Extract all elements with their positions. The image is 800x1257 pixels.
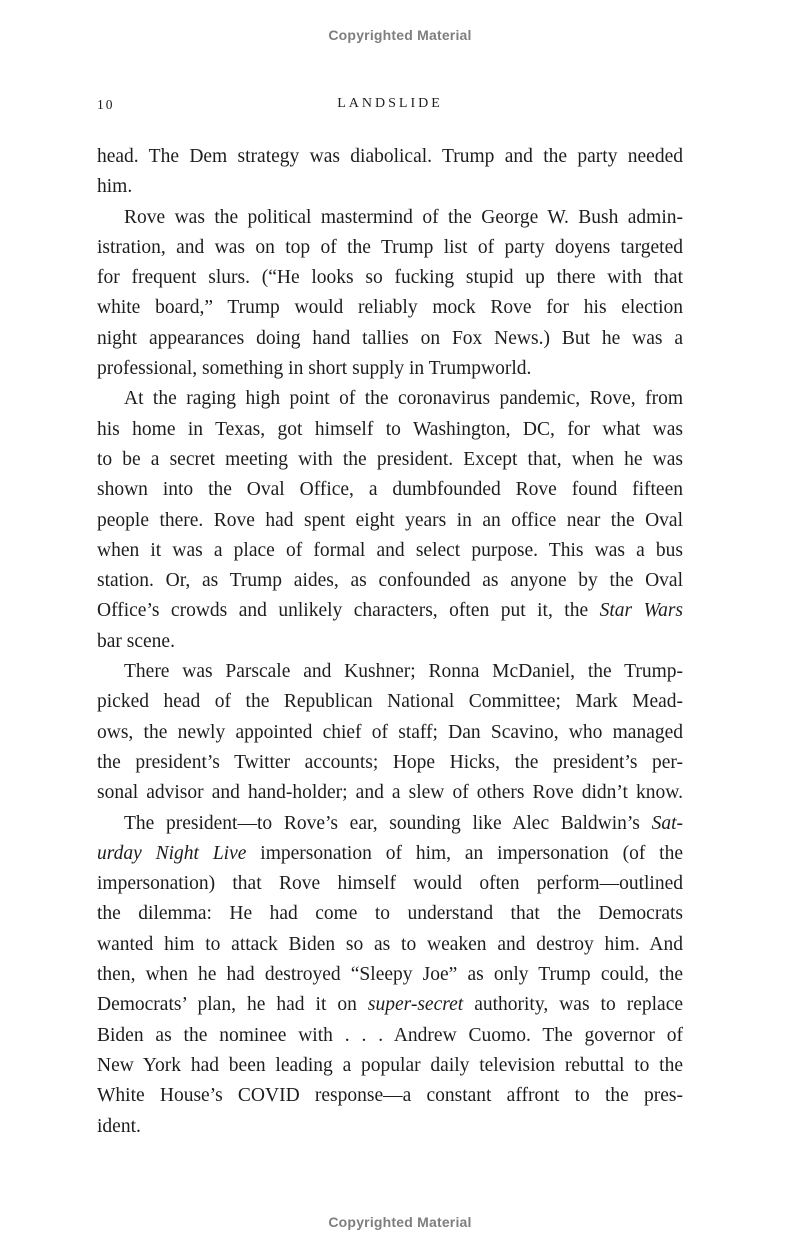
text-segment: white board,” Trump would reliably mock Rove for his election [97, 297, 683, 319]
page-number: 10 [97, 97, 115, 112]
paragraph [97, 809, 683, 1142]
paragraph [97, 657, 683, 808]
text-line [97, 445, 683, 475]
text-segment: night appearances doing hand tallies on Fox News.) But he was a [97, 327, 683, 349]
text-line [97, 172, 683, 202]
text-line [97, 384, 683, 414]
text-line [97, 354, 683, 384]
italic-text: super-secret [367, 994, 464, 1016]
text-line [97, 778, 683, 808]
text-line [97, 960, 683, 990]
text-segment: people there. Rove had spent eight years in an office near the Oval [97, 509, 683, 531]
text-segment: his home in Texas, got himself to Washington, DC, for what was [97, 418, 683, 440]
text-segment: Rove was the political mastermind of the George W. Bush admin- [124, 206, 683, 228]
paragraph [97, 142, 683, 203]
text-line [97, 1112, 683, 1142]
text-line [97, 657, 683, 687]
text-segment: bar scene. [97, 630, 175, 652]
text-segment: ident. [97, 1115, 141, 1137]
text-segment: for frequent slurs. (“He looks so fucking stupid up there with that [97, 267, 683, 289]
body-text [97, 142, 683, 1142]
text-segment: istration, and was on top of the Trump list of party doyens targeted [97, 236, 683, 258]
text-segment: There was Parscale and Kushner; Ronna McDaniel, the Trump- [124, 661, 683, 683]
text-segment: head. The Dem strategy was diabolical. Trump and the party needed [97, 146, 683, 167]
italic-text: Sat- [651, 812, 683, 834]
italic-text: Star Wars [599, 600, 683, 622]
text-segment: the dilemma: He had come to understand that the Democrats [97, 903, 683, 925]
text-line [97, 1021, 683, 1051]
text-line [97, 142, 683, 172]
text-segment: New York had been leading a popular daily television rebuttal to the [97, 1054, 683, 1076]
text-line [97, 839, 683, 869]
copyright-notice-top: Copyrighted Material [328, 27, 472, 43]
text-segment: when it was a place of formal and select purpose. This was a bus [97, 539, 683, 561]
text-line [97, 748, 683, 778]
text-line [97, 1051, 683, 1081]
text-line [97, 596, 683, 626]
paragraph [97, 384, 683, 657]
text-line [97, 203, 683, 233]
text-line [97, 233, 683, 263]
text-line [97, 718, 683, 748]
copyright-notice-bottom: Copyrighted Material [328, 1214, 472, 1230]
text-line [97, 899, 683, 929]
text-segment: impersonation of him, an impersonation (of the [246, 842, 684, 864]
text-segment: Democrats’ plan, he had it on [97, 994, 368, 1016]
text-segment: ows, the newly appointed chief of staff; Dan Scavino, who managed [97, 721, 683, 743]
text-line [97, 930, 683, 960]
text-line [97, 990, 683, 1020]
text-segment: shown into the Oval Office, a dumbfounded Rove found fifteen [97, 479, 683, 501]
text-segment: impersonation) that Rove himself would often perform—outlined [97, 873, 683, 895]
text-line [97, 627, 683, 657]
text-line [97, 293, 683, 323]
text-segment: professional, something in short supply in Trumpworld. [97, 358, 532, 380]
text-segment: White House’s COVID response—a constant affront to the pres- [97, 1085, 683, 1107]
text-segment: then, when he had destroyed “Sleepy Joe” as only Trump could, the [97, 964, 683, 986]
text-line [97, 1081, 683, 1111]
text-segment: him. [97, 176, 133, 198]
text-segment: to be a secret meeting with the president. Except that, when he was [97, 448, 683, 470]
text-line [97, 809, 683, 839]
text-segment: Biden as the nominee with . . . Andrew Cuomo. The governor of [97, 1024, 683, 1046]
running-title: LANDSLIDE [337, 96, 443, 111]
text-line [97, 415, 683, 445]
text-line [97, 263, 683, 293]
text-line [97, 536, 683, 566]
text-segment: wanted him to attack Biden so as to weaken and destroy him. And [97, 933, 683, 955]
page-header [97, 96, 683, 114]
text-line [97, 687, 683, 717]
italic-text: urday Night Live [97, 842, 247, 864]
text-line [97, 324, 683, 354]
text-line [97, 475, 683, 505]
text-line [97, 506, 683, 536]
text-line [97, 566, 683, 596]
text-segment: picked head of the Republican National Committee; Mark Mead- [97, 691, 683, 713]
text-segment: Office’s crowds and unlikely characters, often put it, the [97, 600, 600, 622]
text-segment: station. Or, as Trump aides, as confounded as anyone by the Oval [97, 570, 683, 592]
text-line [97, 869, 683, 899]
text-segment: the president’s Twitter accounts; Hope Hicks, the president’s per- [97, 751, 683, 773]
text-segment: sonal advisor and hand-holder; and a slew of others Rove didn’t know. [97, 782, 683, 804]
text-segment: At the raging high point of the coronavirus pandemic, Rove, from [124, 388, 683, 410]
text-segment: authority, was to replace [463, 994, 683, 1016]
text-segment: The president—to Rove’s ear, sounding like Alec Baldwin’s [124, 812, 652, 834]
paragraph [97, 203, 683, 385]
